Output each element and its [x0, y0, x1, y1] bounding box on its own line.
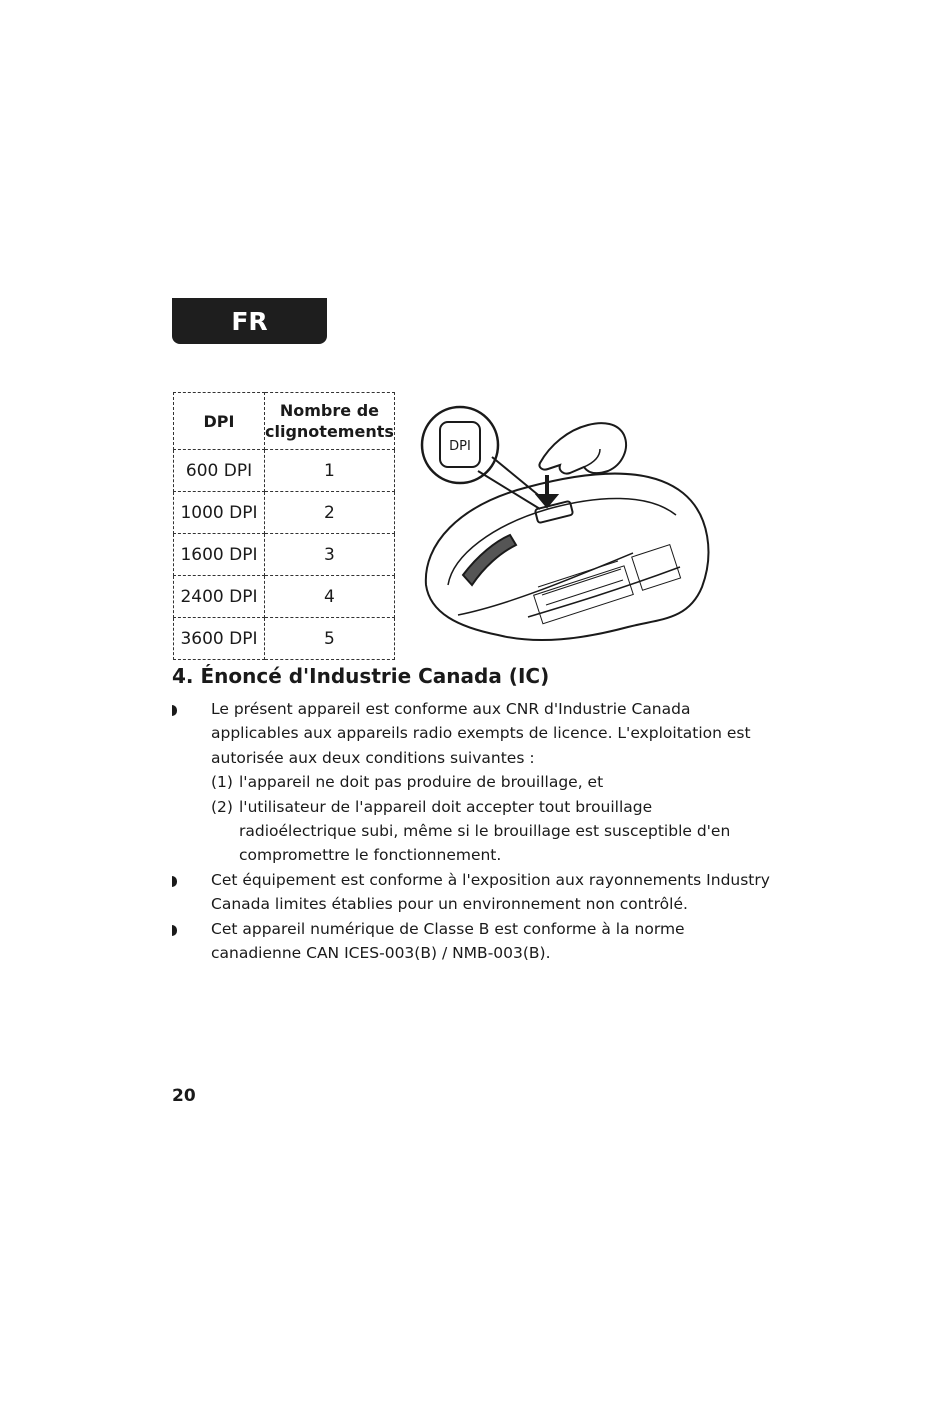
- bullet-icon: [172, 925, 177, 936]
- blink-count: 2: [265, 492, 395, 534]
- language-tab: FR: [172, 298, 327, 344]
- section-title: 4. Énoncé d'Industrie Canada (IC): [172, 664, 550, 688]
- hand-icon: [539, 423, 626, 473]
- scroll-wheel: [463, 535, 516, 585]
- list-item: [172, 697, 772, 770]
- condition-number: (2): [211, 797, 233, 816]
- table-row: [174, 534, 395, 576]
- page-number: 20: [172, 1086, 196, 1106]
- blink-count: 5: [265, 618, 395, 660]
- condition-item: [172, 770, 772, 794]
- mouse-dpi-illustration: [418, 405, 718, 670]
- table-row: [174, 492, 395, 534]
- dpi-value: 600 DPI: [174, 450, 265, 492]
- item-text: Cet équipement est conforme à l'exposition aux rayonnements Industry Canada limites établies pour un environnement non contrôlé.: [211, 870, 770, 914]
- item-text: Le présent appareil est conforme aux CNR d'Industrie Canada applicables aux appareils radio exempts de licence. L'exploitation est autorisée aux deux conditions suivantes :: [211, 700, 751, 767]
- condition-text: l'utilisateur de l'appareil doit accepter tout brouillage radioélectrique subi, même si le brouillage est susceptible d'en compromettre le fonctionnement.: [239, 797, 731, 865]
- mouse-body: [426, 474, 709, 641]
- column-header-blinks: Nombre de clignotements: [265, 393, 395, 450]
- blink-count: 1: [265, 450, 395, 492]
- list-item: [172, 868, 772, 917]
- condition-text: l'appareil ne doit pas produire de brouillage, et: [239, 773, 604, 792]
- table-row: [174, 618, 395, 660]
- column-header-dpi: DPI: [174, 393, 265, 450]
- dpi-value: 2400 DPI: [174, 576, 265, 618]
- bullet-icon: [172, 876, 177, 887]
- table-row: [174, 576, 395, 618]
- dpi-value: 3600 DPI: [174, 618, 265, 660]
- section-body: [172, 697, 772, 965]
- condition-number: (1): [211, 773, 233, 792]
- dpi-value: 1000 DPI: [174, 492, 265, 534]
- callout-dpi-label: DPI: [449, 439, 471, 454]
- table-row: [174, 450, 395, 492]
- bullet-icon: [172, 705, 177, 716]
- blink-count: 3: [265, 534, 395, 576]
- dpi-value: 1600 DPI: [174, 534, 265, 576]
- dpi-table: [173, 392, 395, 660]
- table-header-row: [174, 393, 395, 450]
- condition-item: [172, 795, 772, 868]
- list-item: [172, 917, 772, 966]
- item-text: Cet appareil numérique de Classe B est conforme à la norme canadienne CAN ICES-003(B) / NMB-003(B).: [211, 919, 685, 963]
- blink-count: 4: [265, 576, 395, 618]
